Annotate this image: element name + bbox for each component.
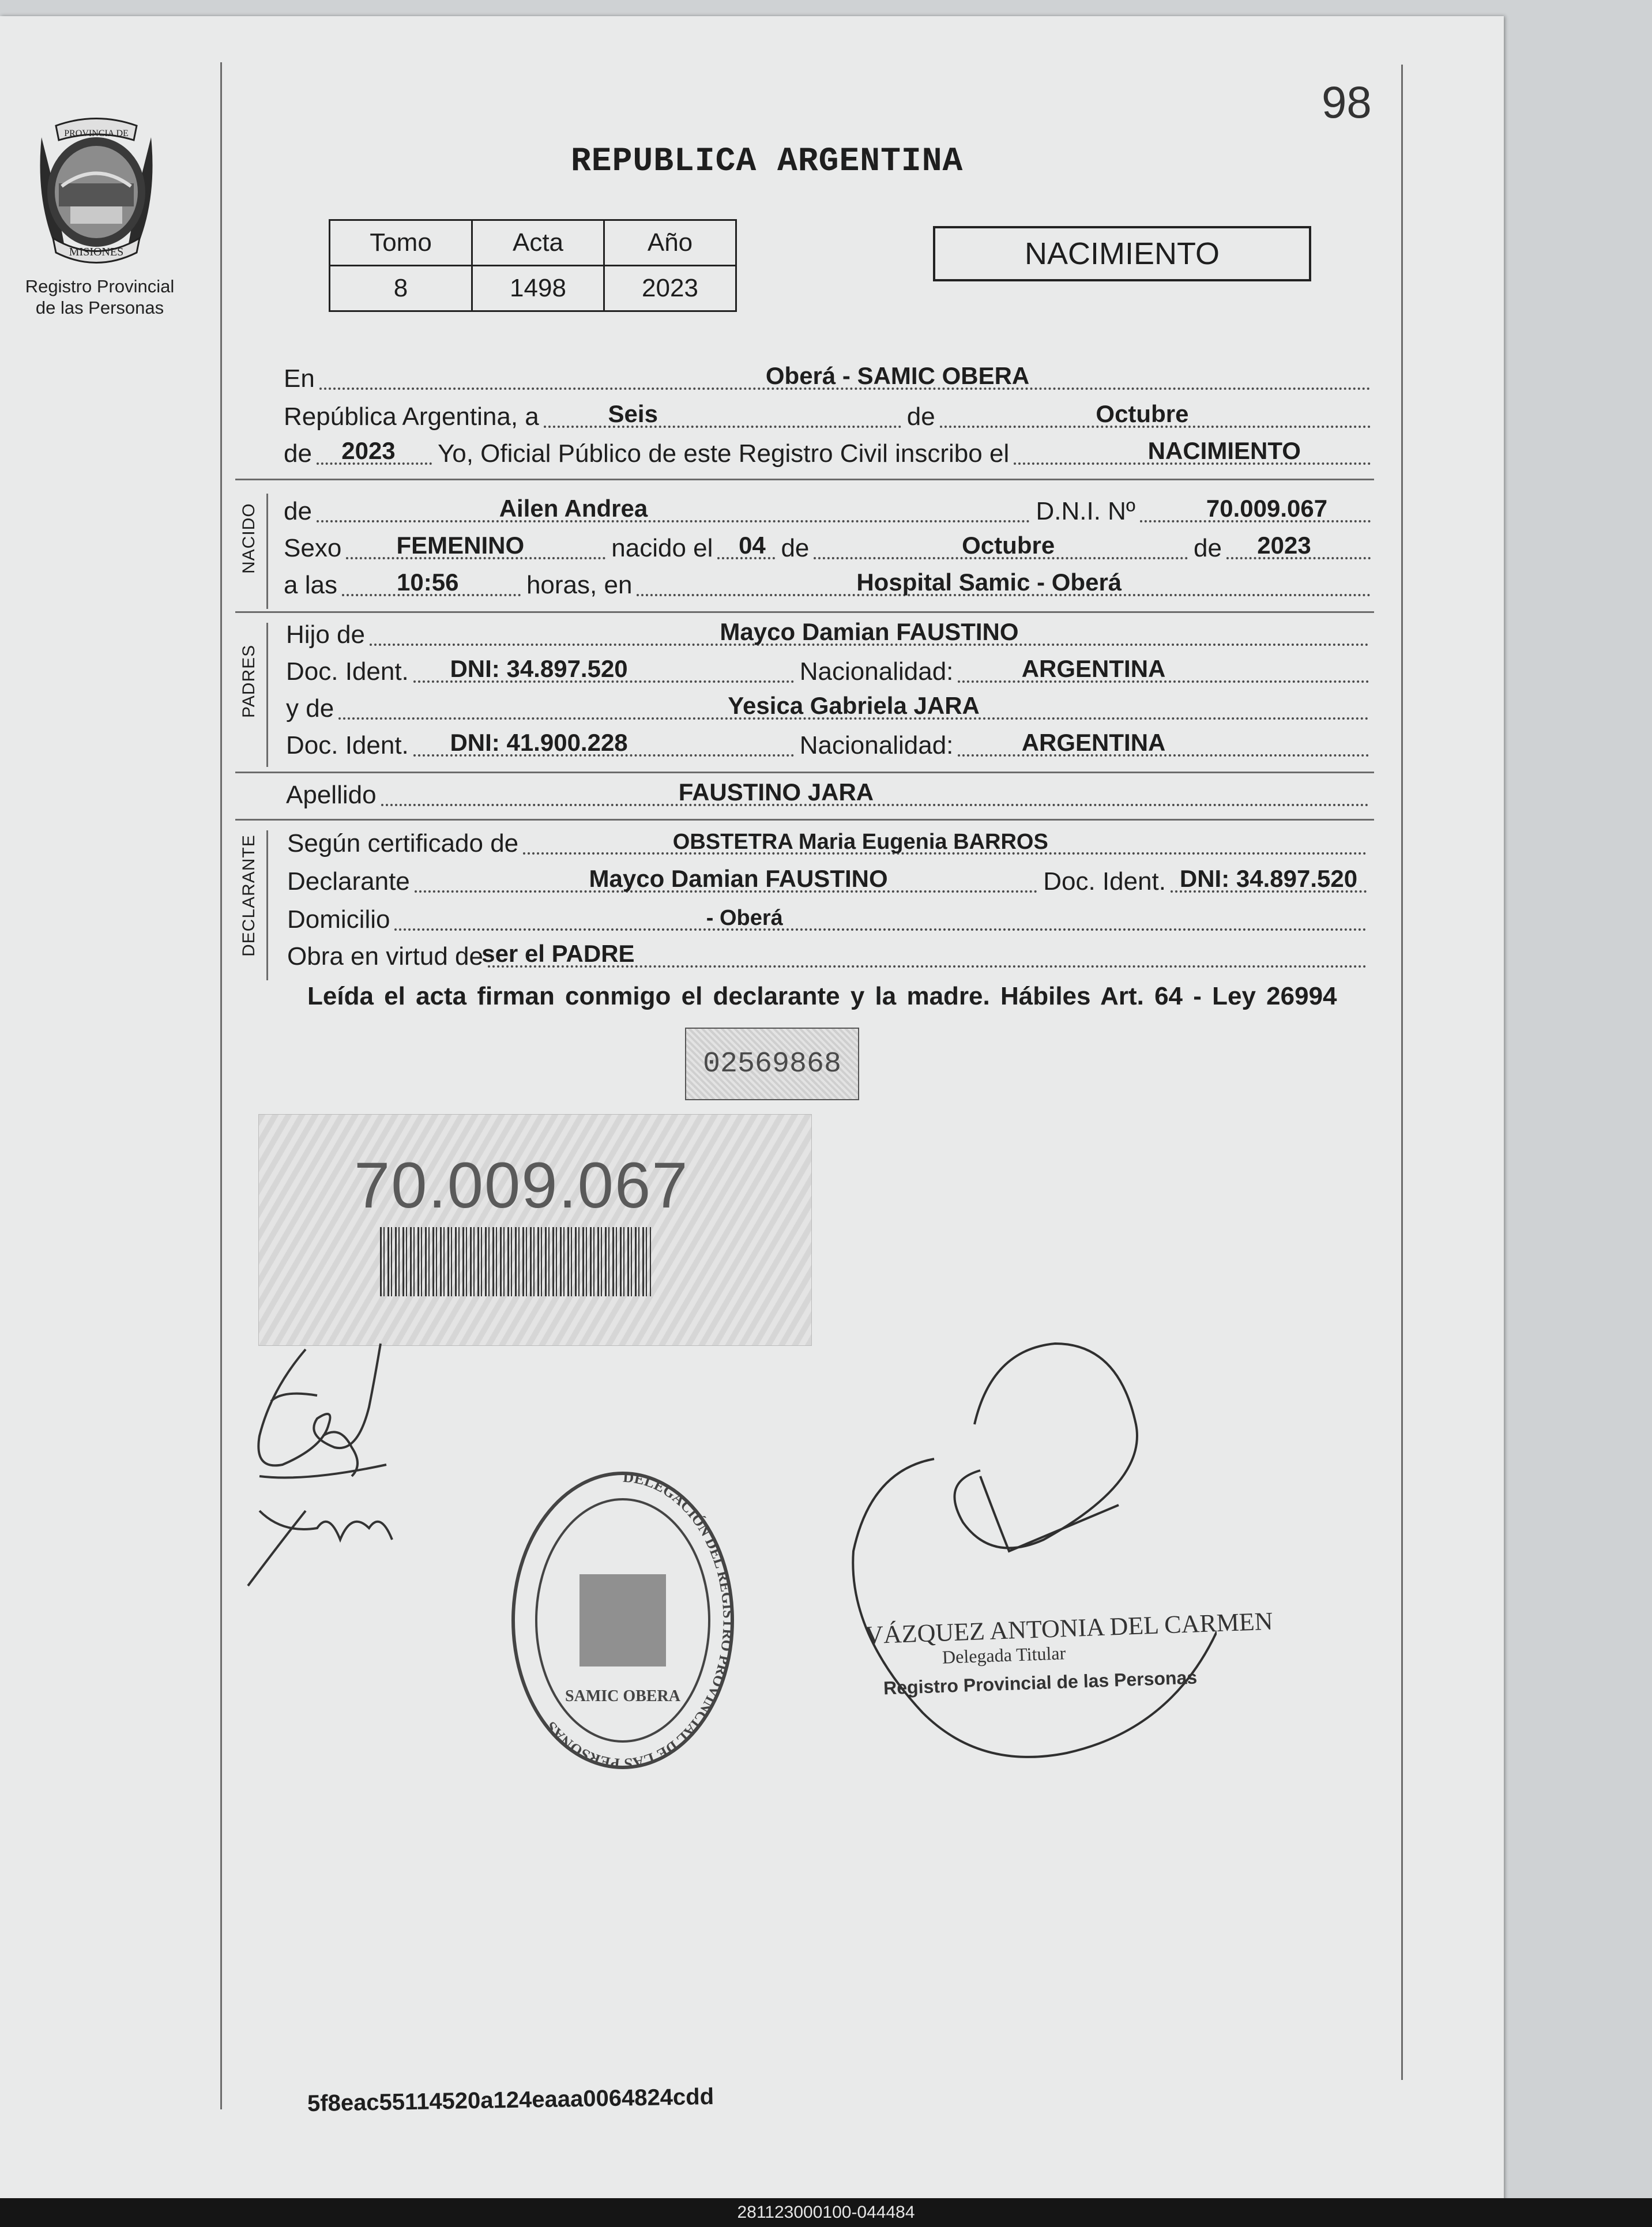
father-nat-field xyxy=(958,648,1369,683)
child-name-field xyxy=(317,488,1030,522)
footer-code: 281123000100-044484 xyxy=(737,2203,915,2222)
registry-header-tomo: Tomo xyxy=(330,220,472,266)
declarante-doc-value: DNI: 34.897.520 xyxy=(1179,865,1358,892)
mother-nat-value: ARGENTINA xyxy=(1021,729,1166,756)
declarante-side-label: DECLARANTE xyxy=(239,834,258,957)
republic-label: República Argentina, a xyxy=(284,402,539,431)
declarante-line-1 xyxy=(287,827,1367,859)
cert-field xyxy=(523,820,1367,855)
document-page xyxy=(0,16,1504,2207)
legal-note: Leída el acta firman conmigo el declarante y la madre. Hábiles Art. 64 - Ley 26994 xyxy=(307,982,1337,1010)
father-doc-label: Doc. Ident. xyxy=(286,657,409,686)
nacido-line-2 xyxy=(284,532,1371,564)
de-label-2: de xyxy=(284,439,312,468)
svg-text:PROVINCIA DE: PROVINCIA DE xyxy=(64,129,129,138)
sexo-label: Sexo xyxy=(284,534,342,562)
child-dni-field xyxy=(1140,488,1371,522)
svg-text:MISIONES: MISIONES xyxy=(69,246,124,258)
father-doc-field xyxy=(413,648,794,683)
logo-caption xyxy=(10,276,189,318)
father-name-field xyxy=(370,611,1369,646)
padres-line-3 xyxy=(286,692,1369,724)
declarante-name-value: Mayco Damian FAUSTINO xyxy=(589,865,888,892)
sexo-field xyxy=(346,525,605,559)
apellido-field xyxy=(381,772,1369,806)
official-stamp-name: VÁZQUEZ ANTONIA DEL CARMEN xyxy=(864,1607,1274,1650)
month-field xyxy=(940,393,1371,428)
right-margin-rule xyxy=(1401,65,1403,2080)
mother-doc-value: DNI: 41.900.228 xyxy=(450,729,628,756)
event-field xyxy=(1014,430,1371,465)
a-las-label: a las xyxy=(284,571,337,599)
nacido-side-label: NACIDO xyxy=(239,503,258,574)
misiones-coat-of-arms-logo xyxy=(30,114,163,270)
declarante-doc-field xyxy=(1171,858,1367,893)
footer-bar xyxy=(0,2198,1652,2227)
padres-line-1 xyxy=(286,618,1369,650)
mother-name-field xyxy=(338,685,1369,720)
padres-line-2 xyxy=(286,655,1369,687)
registry-table xyxy=(329,219,737,312)
document-title: REPUBLICA ARGENTINA xyxy=(571,143,964,180)
official-stamp-office: Registro Provincial de las Personas xyxy=(883,1667,1198,1699)
event-value: NACIMIENTO xyxy=(1147,437,1301,464)
registry-value-tomo: 8 xyxy=(330,266,472,311)
document-hash: 5f8eac55114520a124eaaa0064824cdd xyxy=(307,2083,714,2117)
official-signature xyxy=(848,1332,1217,1770)
father-name-value: Mayco Damian FAUSTINO xyxy=(720,618,1019,645)
place-value: Oberá - SAMIC OBERA xyxy=(765,362,1030,389)
mother-doc-field xyxy=(413,722,794,757)
nacido-line-1 xyxy=(284,495,1371,527)
mother-nat-field xyxy=(958,722,1369,757)
cert-value: OBSTETRA Maria Eugenia BARROS xyxy=(672,830,1048,854)
declarante-label: Declarante xyxy=(287,867,410,896)
time-value: 10:56 xyxy=(397,569,459,596)
declarante-line-3 xyxy=(287,903,1367,935)
oficial-label: Yo, Oficial Público de este Registro Civil inscribo el xyxy=(437,439,1010,468)
day-value: Seis xyxy=(608,400,658,427)
dni-sticker-barcode xyxy=(380,1227,651,1296)
en-label: En xyxy=(284,364,315,393)
registry-value-ano: 2023 xyxy=(604,266,736,311)
declarante-name-field xyxy=(415,858,1037,893)
month-value: Octubre xyxy=(1096,400,1189,427)
registry-header-acta: Acta xyxy=(472,220,604,266)
birth-month-field xyxy=(814,525,1188,559)
obra-field xyxy=(481,933,1367,968)
apellido-label: Apellido xyxy=(286,781,377,809)
security-seal-sticker: 02569868 xyxy=(685,1028,859,1100)
domicilio-field xyxy=(394,896,1367,931)
year-value: 2023 xyxy=(341,437,396,464)
nacido-line-3 xyxy=(284,569,1371,601)
declarante-doc-label: Doc. Ident. xyxy=(1043,867,1166,896)
apellido-value: FAUSTINO JARA xyxy=(678,778,874,806)
day-field xyxy=(544,393,901,428)
registry-value-acta: 1498 xyxy=(472,266,604,311)
intro-line-2 xyxy=(284,400,1371,432)
page-number: 98 xyxy=(1322,77,1372,127)
dni-sticker-number: 70.009.067 xyxy=(354,1149,689,1221)
y-de-label: y de xyxy=(286,694,334,723)
apellido-line xyxy=(286,778,1369,811)
handwritten-signatures xyxy=(236,1321,409,1592)
mother-nat-label: Nacionalidad: xyxy=(799,731,954,759)
nacido-de-label: de xyxy=(284,497,312,525)
padres-bracket xyxy=(266,623,268,767)
domicilio-label: Domicilio xyxy=(287,905,390,934)
intro-line-3 xyxy=(284,437,1371,469)
padres-line-4 xyxy=(286,729,1369,761)
dni-label: D.N.I. Nº xyxy=(1036,497,1135,525)
svg-text:DELEGACIÓN DEL REGISTRO PROVIN: DELEGACIÓN DEL REGISTRO PROVINCIAL DE LAS PERSONAS xyxy=(542,1468,737,1773)
official-stamp-role: Delegada Titular xyxy=(942,1642,1066,1668)
left-margin-rule xyxy=(220,62,222,2109)
horas-en-label: horas, en xyxy=(526,571,633,599)
obra-value: ser el PADRE xyxy=(481,940,635,967)
registry-header-ano: Año xyxy=(604,220,736,266)
dni-sticker xyxy=(258,1114,812,1346)
declarante-line-4 xyxy=(287,940,1367,972)
time-field xyxy=(342,562,521,596)
declarante-bracket xyxy=(266,830,268,980)
nacido-de-label-2: de xyxy=(781,534,810,562)
nacido-separator xyxy=(235,479,1374,480)
sexo-value: FEMENINO xyxy=(396,532,525,559)
hijo-de-label: Hijo de xyxy=(286,620,365,649)
birth-day-field xyxy=(717,525,775,559)
de-label: de xyxy=(906,402,935,431)
child-name-value: Ailen Andrea xyxy=(499,495,648,522)
birth-place-field xyxy=(637,562,1371,596)
declarante-line-2 xyxy=(287,865,1367,897)
domicilio-value: - Oberá xyxy=(706,906,783,930)
birth-year-value: 2023 xyxy=(1257,532,1311,559)
year-field xyxy=(317,430,432,465)
mother-name-value: Yesica Gabriela JARA xyxy=(728,692,980,719)
birth-month-value: Octubre xyxy=(962,532,1055,559)
logo-caption-line1: Registro Provincial xyxy=(25,276,175,296)
place-field xyxy=(319,355,1371,390)
mother-doc-label: Doc. Ident. xyxy=(286,731,409,759)
cert-label: Según certificado de xyxy=(287,829,519,857)
round-official-stamp xyxy=(502,1459,744,1782)
father-doc-value: DNI: 34.897.520 xyxy=(450,655,628,682)
record-type-box: NACIMIENTO xyxy=(933,226,1311,281)
nacido-el-label: nacido el xyxy=(611,534,713,562)
father-nat-value: ARGENTINA xyxy=(1021,655,1166,682)
birth-place-value: Hospital Samic - Oberá xyxy=(856,569,1122,596)
birth-day-value: 04 xyxy=(739,532,766,559)
nacido-de-label-3: de xyxy=(1194,534,1222,562)
obra-label: Obra en virtud de xyxy=(287,942,483,970)
birth-year-field xyxy=(1226,525,1371,559)
father-nat-label: Nacionalidad: xyxy=(799,657,954,686)
intro-line-1 xyxy=(284,362,1371,394)
svg-text:SAMIC OBERA: SAMIC OBERA xyxy=(565,1687,680,1705)
nacido-bracket xyxy=(266,494,268,609)
child-dni-value: 70.009.067 xyxy=(1206,495,1328,522)
logo-caption-line2: de las Personas xyxy=(35,298,164,318)
padres-side-label: PADRES xyxy=(239,644,258,718)
